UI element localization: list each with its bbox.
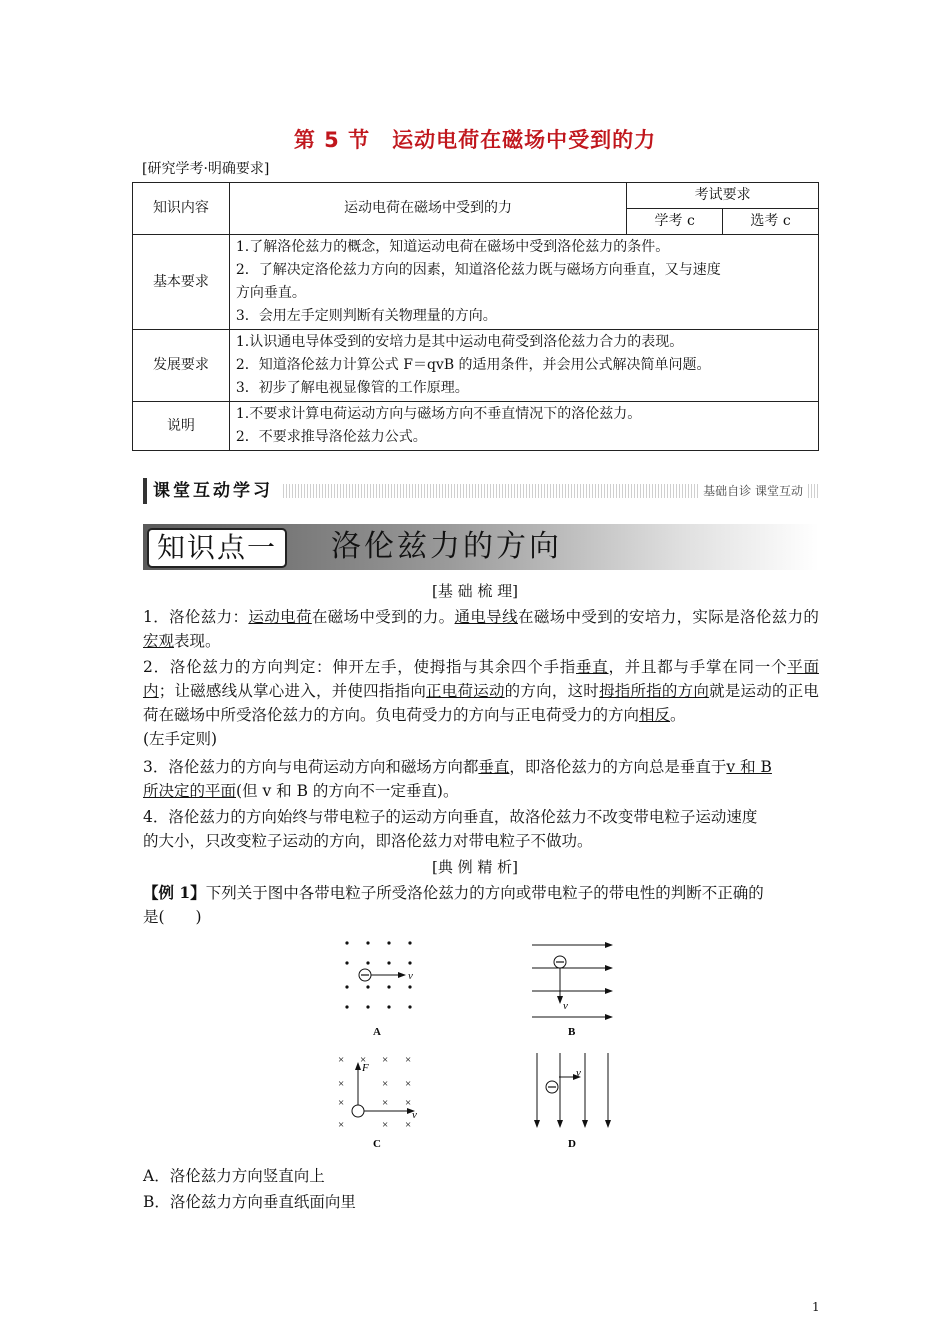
svg-text:×: × bbox=[338, 1078, 345, 1090]
paragraph-1: 1．洛伦兹力：运动电荷在磁场中受到的力。通电导线在磁场中受到的安培力，实际是洛伦兹力的宏观表现。 bbox=[143, 608, 819, 650]
row-line: 2．了解决定洛伦兹力方向的因素，知道洛伦兹力既与磁场方向垂直，又与速度 bbox=[235, 262, 721, 278]
option-a: A．洛伦兹力方向竖直向上 bbox=[143, 1167, 325, 1185]
col-header-content: 知识内容 bbox=[133, 183, 230, 235]
row-content bbox=[229, 235, 818, 330]
row-line: 1.认识通电导体受到的安培力是其中运动电荷受到洛伦兹力合力的表现。 bbox=[235, 334, 684, 350]
example-1: 【例 1】下列关于图中各带电粒子所受洛伦兹力的方向或带电粒子的带电性的判断不正确的 是( ) bbox=[143, 883, 764, 926]
svg-text:×: × bbox=[382, 1054, 389, 1066]
paragraph-3: 3．洛伦兹力的方向与电荷运动方向和磁场方向都垂直，即洛伦兹力的方向总是垂直于v 和 B 所决定的平面(但 v 和 B 的方向不一定垂直)。 bbox=[143, 758, 772, 800]
section-heading: 运动电荷在磁场中受到的力 bbox=[392, 128, 657, 152]
row-label: 发展要求 bbox=[133, 330, 230, 402]
velocity-label: v bbox=[408, 970, 413, 982]
svg-text:×: × bbox=[405, 1119, 412, 1131]
svg-text:×: × bbox=[338, 1119, 345, 1131]
row-line: 2．知道洛伦兹力计算公式 F＝qvB 的适用条件，并会用公式解决简单问题。 bbox=[235, 357, 711, 373]
page-title bbox=[0, 124, 950, 154]
figure-b bbox=[532, 945, 612, 1038]
knowledge-point-tag: 知识点一 bbox=[147, 528, 287, 568]
row-content bbox=[229, 402, 818, 451]
table-row bbox=[133, 235, 819, 330]
figure-d bbox=[537, 1053, 608, 1150]
svg-text:×: × bbox=[382, 1097, 389, 1109]
figure-a-label: A bbox=[373, 1026, 381, 1038]
row-label: 说明 bbox=[133, 402, 230, 451]
row-line: 1.不要求计算电荷运动方向与磁场方向不垂直情况下的洛伦兹力。 bbox=[235, 406, 642, 422]
topic-cell: 运动电荷在磁场中受到的力 bbox=[229, 183, 626, 235]
example-tag: 【例 1】 bbox=[143, 883, 206, 902]
example-heading: [典 例 精 析] bbox=[431, 858, 518, 876]
figure-c bbox=[338, 1054, 417, 1150]
figure-c-label: C bbox=[373, 1138, 381, 1150]
bar-right-label: 基础自诊 课堂互动 bbox=[699, 482, 807, 499]
xuankao-cell: 选考 c bbox=[723, 209, 819, 235]
svg-text:×: × bbox=[338, 1054, 345, 1066]
svg-text:×: × bbox=[338, 1097, 345, 1109]
option-b: B．洛伦兹力方向垂直纸面向里 bbox=[143, 1193, 356, 1211]
section-bar bbox=[143, 478, 819, 504]
svg-text:×: × bbox=[382, 1078, 389, 1090]
exam-req-header: 考试要求 bbox=[627, 183, 819, 209]
knowledge-point-title: 洛伦兹力的方向 bbox=[331, 529, 562, 564]
requirements-table bbox=[132, 182, 819, 451]
row-content bbox=[229, 330, 818, 402]
table-row bbox=[133, 402, 819, 451]
svg-text:×: × bbox=[405, 1097, 412, 1109]
basics-heading: [基 础 梳 理] bbox=[431, 582, 518, 600]
row-label: 基本要求 bbox=[133, 235, 230, 330]
figure-d-label: D bbox=[568, 1138, 576, 1150]
svg-text:×: × bbox=[360, 1054, 367, 1066]
velocity-label: v bbox=[576, 1067, 581, 1079]
force-label: F bbox=[362, 1062, 369, 1074]
physics-figures bbox=[330, 935, 630, 1155]
row-line: 3．初步了解电视显像管的工作原理。 bbox=[235, 380, 469, 396]
svg-text:×: × bbox=[405, 1054, 412, 1066]
paragraph-4: 4．洛伦兹力的方向始终与带电粒子的运动方向垂直，故洛伦兹力不改变带电粒子运动速度 的大小，只改变粒子运动的方向，即洛伦兹力对带电粒子不做功。 bbox=[143, 808, 758, 850]
subhead: [研究学考·明确要求] bbox=[142, 161, 270, 177]
section-number: 第 5 节 bbox=[293, 128, 371, 152]
row-line: 2．不要求推导洛伦兹力公式。 bbox=[235, 429, 427, 445]
figure-a bbox=[345, 941, 413, 1038]
table-row bbox=[133, 330, 819, 402]
row-line: 1.了解洛伦兹力的概念，知道运动电荷在磁场中受到洛伦兹力的条件。 bbox=[235, 239, 670, 255]
svg-text:×: × bbox=[405, 1078, 412, 1090]
velocity-label: v bbox=[563, 1000, 568, 1012]
row-line: 方向垂直。 bbox=[235, 285, 306, 301]
knowledge-point-banner bbox=[143, 524, 819, 570]
page-number: 1 bbox=[812, 1300, 820, 1314]
velocity-label: v bbox=[412, 1109, 417, 1121]
figure-b-label: B bbox=[568, 1026, 576, 1038]
svg-text:×: × bbox=[382, 1119, 389, 1131]
bar-label: 课堂互动学习 bbox=[143, 478, 273, 504]
paragraph-2: 2．洛伦兹力的方向判定：伸开左手，使拇指与其余四个手指垂直，并且都与手掌在同一个平面内；让磁感线从掌心进入，并使四指指向正电荷运动的方向，这时拇指所指的方向就是运动的正电荷在磁场中所受洛伦兹力的方向。负电荷受力的方向与正电荷受力的方向相反。 (左手定则) bbox=[143, 658, 819, 748]
row-line: 3．会用左手定则判断有关物理量的方向。 bbox=[235, 308, 497, 324]
xuekao-cell: 学考 c bbox=[627, 209, 723, 235]
